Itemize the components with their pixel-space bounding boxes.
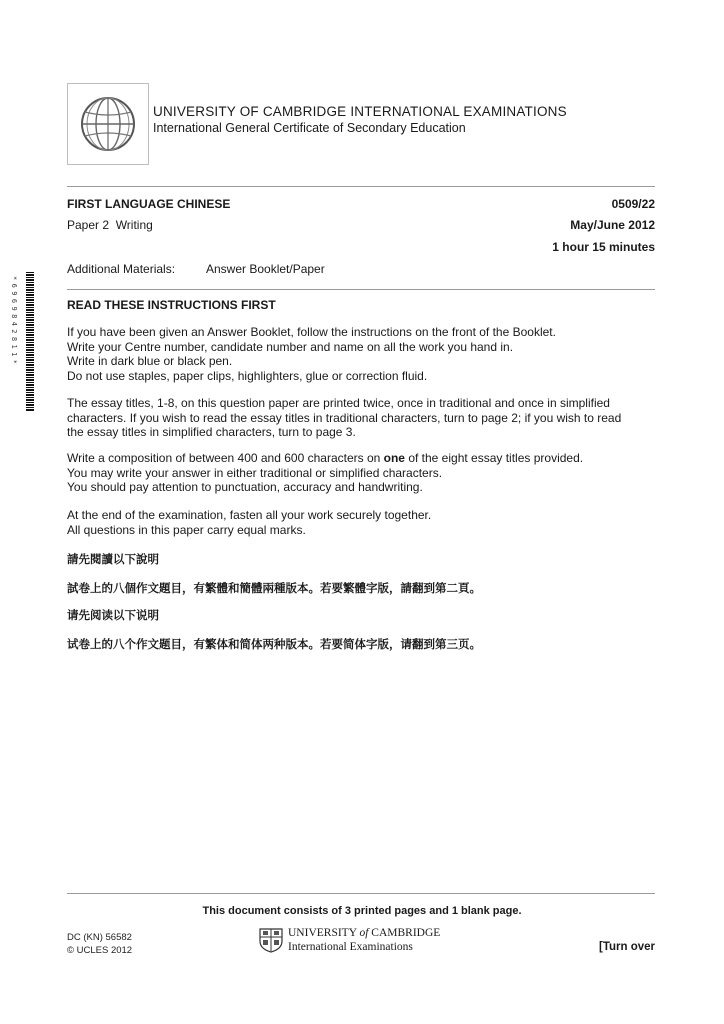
certificate-name: International General Certificate of Secondary Education (153, 121, 466, 135)
barcode-digits: *6969842811* (10, 276, 18, 368)
copyright: © UCLES 2012 (67, 945, 133, 956)
divider-instructions (67, 289, 655, 290)
traditional-heading: 請先閱讀以下說明 (67, 552, 159, 566)
instructions-block-1 (67, 325, 659, 383)
cambridge-brand-line1 (288, 927, 440, 939)
brand-of: of (359, 927, 369, 939)
instruction-line: Write in dark blue or black pen. (67, 354, 233, 368)
instruction-line: The essay titles, 1-8, on this question paper are printed twice, once in traditional and once in simplified (67, 396, 610, 410)
traditional-instruction: 試卷上的八個作文題目，有繁體和簡體兩種版本。若要繁體字版，請翻到第二頁。 (67, 581, 481, 595)
paper-code: 0509/22 (611, 197, 655, 211)
simplified-heading: 请先阅读以下说明 (67, 608, 159, 622)
cie-globe-logo (67, 83, 149, 165)
instructions-block-4 (67, 508, 659, 537)
brand-text: UNIVERSITY (288, 927, 360, 939)
university-name: UNIVERSITY OF CAMBRIDGE INTERNATIONAL EXAMINATIONS (153, 104, 567, 119)
globe-icon (78, 94, 138, 154)
candidate-barcode (26, 272, 34, 412)
instruction-text: of the eight essay titles provided. (404, 451, 584, 465)
instruction-line: Write your Centre number, candidate number and name on all the work you hand in. (67, 339, 514, 354)
instruction-line: the essay titles in simplified characters, turn to page 3. (67, 425, 356, 439)
page-count-note: This document consists of 3 printed pages and 1 blank page. (202, 905, 522, 917)
exam-session: May/June 2012 (570, 218, 655, 232)
divider-footer (67, 893, 655, 894)
instruction-line: You should pay attention to punctuation, accuracy and handwriting. (67, 480, 423, 494)
cambridge-crest (258, 927, 284, 953)
instructions-block-2 (67, 396, 659, 440)
simplified-instruction: 试卷上的八个作文题目，有繁体和简体两种版本。若要简体字版，请翻到第三页。 (67, 637, 481, 651)
instructions-block-3 (67, 451, 659, 495)
instruction-line: You may write your answer in either traditional or simplified characters. (67, 465, 443, 480)
instruction-text: Write a composition of between 400 and 600 characters on (67, 451, 384, 465)
instruction-line: All questions in this paper carry equal marks. (67, 522, 306, 537)
divider-top (67, 186, 655, 187)
turn-over: [Turn over (598, 941, 655, 953)
instructions-heading: READ THESE INSTRUCTIONS FIRST (67, 298, 276, 312)
document-reference: DC (KN) 56582 (67, 932, 132, 943)
crest-icon (258, 927, 284, 953)
instruction-line (67, 451, 659, 466)
instruction-line: characters. If you wish to read the essay titles in traditional characters, turn to page 2; if you wish to read (67, 410, 622, 425)
materials-label: Additional Materials: (67, 262, 176, 276)
cambridge-brand-line2: International Examinations (288, 941, 413, 953)
brand-text: CAMBRIDGE (368, 927, 441, 939)
instruction-line: If you have been given an Answer Booklet, follow the instructions on the front of the Booklet. (67, 325, 556, 339)
exam-duration: 1 hour 15 minutes (552, 240, 655, 254)
emphasis-one: one (383, 451, 405, 465)
instruction-line: Do not use staples, paper clips, highlighters, glue or correction fluid. (67, 368, 428, 383)
subject-title: FIRST LANGUAGE CHINESE (67, 197, 231, 211)
instruction-line: At the end of the examination, fasten all your work securely together. (67, 508, 432, 522)
paper-name: Paper 2 Writing (67, 218, 153, 232)
materials-value: Answer Booklet/Paper (206, 262, 325, 276)
